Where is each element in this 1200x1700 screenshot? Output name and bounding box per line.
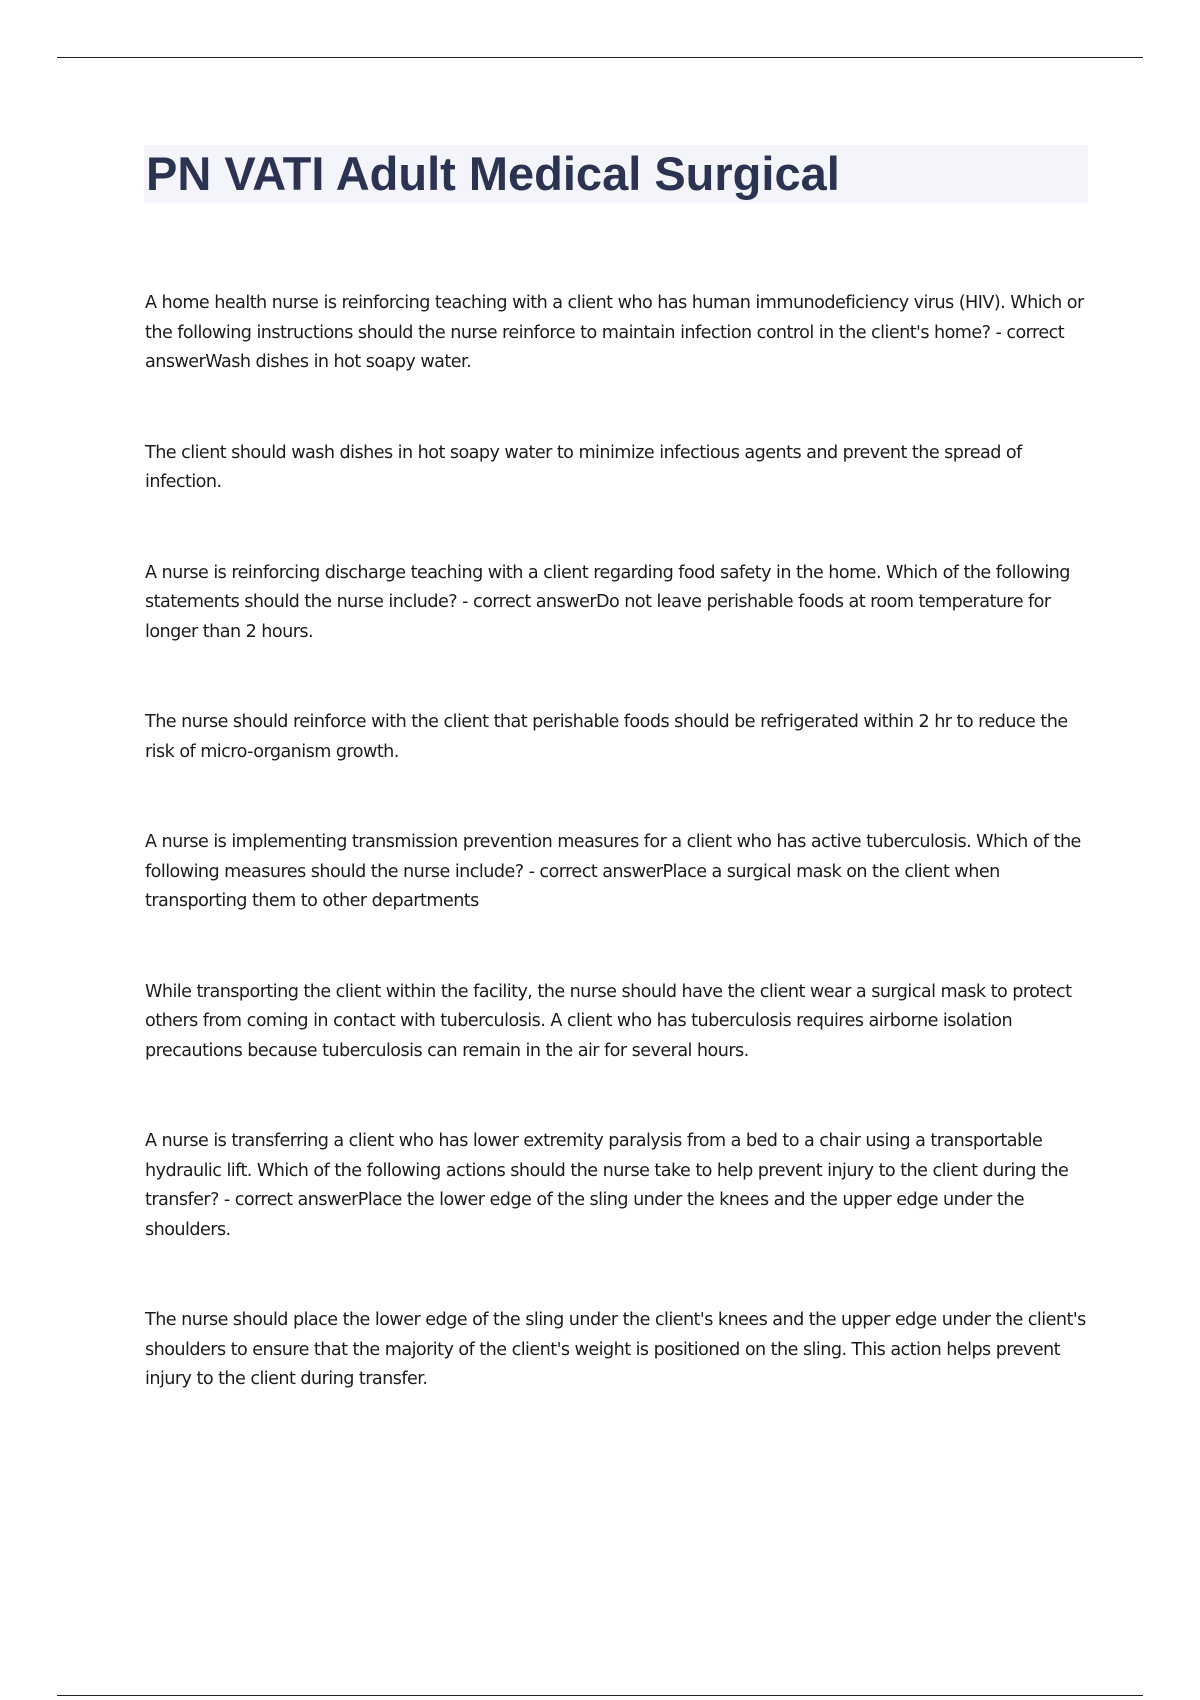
question-3: A nurse is implementing transmission prevention measures for a client who has active tuberculosis. Which of the following measures should the nurse include? - correct answerPlace a surgical mask on the client when transporting them to other departments xyxy=(145,832,1081,911)
question-4: A nurse is transferring a client who has lower extremity paralysis from a bed to a chair using a transportable hydraulic lift. Which of the following actions should the nurse take to help prevent injury to the client during the transfer? - correct answerPlace the lower edge of the sling under the knees and the upper edge under the shoulders. xyxy=(145,1131,1069,1240)
question-1: A home health nurse is reinforcing teaching with a client who has human immunodeficiency virus (HIV). Which or the following instructions should the nurse reinforce to maintain infection control in the client's home? - correct answerWash dishes in hot soapy water. xyxy=(145,293,1084,372)
document-title: PN VATI Adult Medical Surgical xyxy=(146,147,840,200)
explanation-4: The nurse should place the lower edge of the sling under the client's knees and the upper edge under the client's shoulders to ensure that the majority of the client's weight is positioned on the sling. This action helps prevent injury to the client during transfer. xyxy=(145,1310,1086,1389)
bottom-divider xyxy=(57,1695,1143,1696)
explanation-1: The client should wash dishes in hot soapy water to minimize infectious agents and prevent the spread of infection. xyxy=(145,442,1022,492)
explanation-3: While transporting the client within the facility, the nurse should have the client wear a surgical mask to protect others from coming in contact with tuberculosis. A client who has tuberculosis requires airborne isolation precautions because tuberculosis can remain in the air for several hours. xyxy=(145,981,1072,1061)
explanation-2: The nurse should reinforce with the client that perishable foods should be refrigerated within 2 hr to reduce the risk of micro-organism growth. xyxy=(145,712,1068,762)
top-divider xyxy=(57,57,1143,58)
question-2: A nurse is reinforcing discharge teaching with a client regarding food safety in the home. Which of the following statements should the nurse include? - correct answerDo not leave perishable foods at room temperature for longer than 2 hours. xyxy=(145,562,1070,642)
document-body xyxy=(145,289,1090,1395)
